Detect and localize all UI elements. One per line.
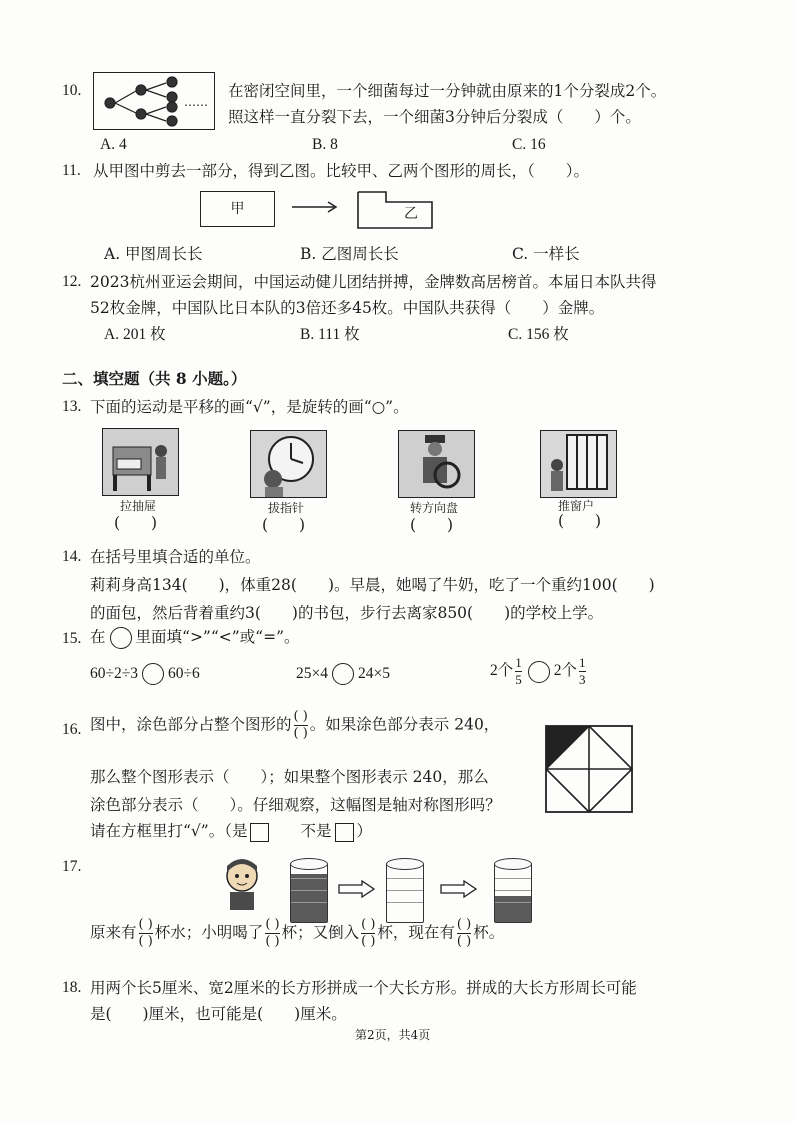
question-text: 照这样一直分裂下去，一个细菌3分钟后分裂成（ ）个。 xyxy=(228,108,641,126)
fraction-blank[interactable] xyxy=(361,918,375,949)
window-picture xyxy=(540,430,617,498)
fraction xyxy=(515,656,522,687)
boy-icon xyxy=(218,856,268,912)
expr-right: 60÷6 xyxy=(168,665,200,682)
compare-circle[interactable] xyxy=(142,663,164,685)
question-text-part: 杯。 xyxy=(473,923,505,942)
question-number: 14. xyxy=(62,548,82,565)
question-text: 从甲图中剪去一部分，得到乙图。比较甲、乙两个图形的周长，（ ）。 xyxy=(93,162,590,180)
picture-caption: 拔指针 xyxy=(268,501,305,515)
expr-left: 60÷2÷3 xyxy=(90,665,139,682)
numerator: ( ) xyxy=(361,917,376,932)
drawer-picture xyxy=(102,428,179,496)
question-number: 18. xyxy=(62,979,82,996)
question-number: 12. xyxy=(62,273,82,290)
question-text-part: 杯水；小明喝了 xyxy=(154,923,264,942)
bacteria-diagram xyxy=(93,72,215,130)
shape-yi xyxy=(356,190,436,230)
question-text-part: 请在方框里打“√”。（是 xyxy=(90,822,248,840)
question-text-part: 原来有 xyxy=(90,923,137,942)
drawer-icon xyxy=(103,429,178,495)
answer-blank[interactable]: ( ) xyxy=(558,512,602,530)
question-text-part: 杯；又倒入 xyxy=(281,923,360,942)
question-text-part: 不是 xyxy=(300,822,332,840)
ellipsis: …… xyxy=(184,95,208,109)
question-text: 那么整个图形表示（ ）；如果整个图形表示 240，那么 xyxy=(90,768,489,786)
compare-circle[interactable] xyxy=(528,661,550,683)
checkbox-yes[interactable] xyxy=(250,823,269,842)
option-a: A. 4 xyxy=(100,136,127,153)
question-text: 是( )厘米，也可能是( )厘米。 xyxy=(90,1005,347,1023)
answer-blank[interactable]: ( ) xyxy=(114,514,158,532)
fraction-blank[interactable] xyxy=(294,710,308,741)
denominator: 5 xyxy=(515,672,522,687)
beaker-full xyxy=(290,863,328,923)
denominator: ( ) xyxy=(293,726,308,741)
numerator: 1 xyxy=(515,655,522,670)
fraction xyxy=(579,656,586,687)
question-text: 下面的运动是平移的画“√”，是旋转的画“○”。 xyxy=(90,398,409,416)
expr-left: 2个 xyxy=(490,662,514,680)
section-title: 二、填空题（共 8 小题。） xyxy=(62,369,247,388)
fraction-blank[interactable] xyxy=(265,918,279,949)
question-text: 涂色部分表示（ ）。仔细观察，这幅图是轴对称图形吗？ xyxy=(90,796,501,814)
fraction-blank[interactable] xyxy=(139,918,153,949)
question-text: 的面包，然后背着重约3( )的书包，步行去离家850( )的学校上学。 xyxy=(90,604,604,622)
expr-right: 24×5 xyxy=(358,665,390,682)
question-text-part: ） xyxy=(356,822,373,840)
compare-expression xyxy=(90,663,200,685)
hollow-arrow-icon xyxy=(440,880,478,898)
steering-wheel-picture xyxy=(398,430,475,498)
option-a: A. 甲图周长长 xyxy=(104,245,203,263)
question-text: 在括号里填合适的单位。 xyxy=(90,548,261,566)
denominator: ( ) xyxy=(138,934,153,949)
checkbox-no[interactable] xyxy=(335,823,354,842)
option-c: C. 一样长 xyxy=(512,245,580,263)
expr-left: 25×4 xyxy=(296,665,328,682)
question-text xyxy=(90,626,300,649)
question-text xyxy=(90,918,504,949)
question-text-part: 杯，现在有 xyxy=(377,923,455,942)
question-number: 11. xyxy=(62,162,81,179)
clock-picture xyxy=(250,430,327,498)
option-b: B. 乙图周长长 xyxy=(300,245,399,263)
fraction-blank[interactable] xyxy=(457,918,471,949)
question-text-part: 里面填“>”“<”或“=”。 xyxy=(135,628,300,646)
option-b: B. 111 枚 xyxy=(300,326,360,343)
picture-caption: 推窗户 xyxy=(558,499,595,513)
numerator: ( ) xyxy=(293,709,308,724)
question-number: 15. xyxy=(62,630,82,647)
numerator: ( ) xyxy=(138,917,153,932)
page-footer: 第2页，共4页 xyxy=(355,1028,431,1042)
hollow-arrow-icon xyxy=(338,880,376,898)
window-icon xyxy=(541,431,616,497)
option-a: A. 201 枚 xyxy=(104,326,166,343)
question-text: 在密闭空间里，一个细菌每过一分钟就由原来的1个分裂成2个。 xyxy=(228,82,667,100)
compare-circle[interactable] xyxy=(332,663,354,685)
denominator: 3 xyxy=(579,672,586,687)
question-text xyxy=(90,710,499,741)
question-number: 17. xyxy=(62,858,82,875)
beaker-half xyxy=(494,863,532,923)
denominator: ( ) xyxy=(456,934,472,949)
shape-label: 甲 xyxy=(230,201,245,217)
compare-expression xyxy=(490,656,588,687)
numerator: 1 xyxy=(579,655,586,670)
denominator: ( ) xyxy=(361,934,376,949)
shape-label: 乙 xyxy=(404,206,418,222)
beaker-empty xyxy=(386,863,424,923)
clock-icon xyxy=(251,431,326,497)
expr-right: 2个 xyxy=(553,662,578,680)
option-b: B. 8 xyxy=(312,136,338,153)
arrow-right-icon xyxy=(290,200,340,214)
question-text: 2023杭州亚运会期间，中国运动健儿团结拼搏，金牌数高居榜首。本届日本队共得 xyxy=(90,273,657,291)
question-text: 莉莉身高134( )，体重28( )。早晨，她喝了牛奶，吃了一个重约100( ) xyxy=(90,576,655,594)
picture-caption: 转方向盘 xyxy=(410,501,459,515)
answer-blank[interactable]: ( ) xyxy=(262,516,306,534)
question-text xyxy=(90,820,372,842)
answer-blank[interactable]: ( ) xyxy=(410,516,454,534)
option-c: C. 156 枚 xyxy=(508,326,569,343)
question-number: 13. xyxy=(62,398,82,415)
circle-icon xyxy=(110,627,132,649)
question-text-part: 。如果涂色部分表示 240， xyxy=(309,715,500,734)
steering-wheel-icon xyxy=(399,431,474,497)
question-number: 16. xyxy=(62,721,82,738)
option-c: C. 16 xyxy=(512,136,546,153)
shape-jia xyxy=(200,191,275,227)
question-text: 52枚金牌，中国队比日本队的3倍还多45枚。中国队共获得（ ）金牌。 xyxy=(90,299,605,317)
compare-expression xyxy=(296,663,390,685)
question-text-part: 在 xyxy=(90,628,106,646)
denominator: ( ) xyxy=(265,934,280,949)
question-text: 用两个长5厘米、宽2厘米的长方形拼成一个大长方形。拼成的大长方形周长可能 xyxy=(90,979,637,997)
question-text-part: 图中，涂色部分占整个图形的 xyxy=(90,715,292,734)
picture-caption: 拉抽屉 xyxy=(120,499,157,513)
square-diamond-figure xyxy=(544,724,634,814)
question-number: 10. xyxy=(62,82,82,99)
numerator: ( ) xyxy=(456,917,472,932)
numerator: ( ) xyxy=(265,917,280,932)
